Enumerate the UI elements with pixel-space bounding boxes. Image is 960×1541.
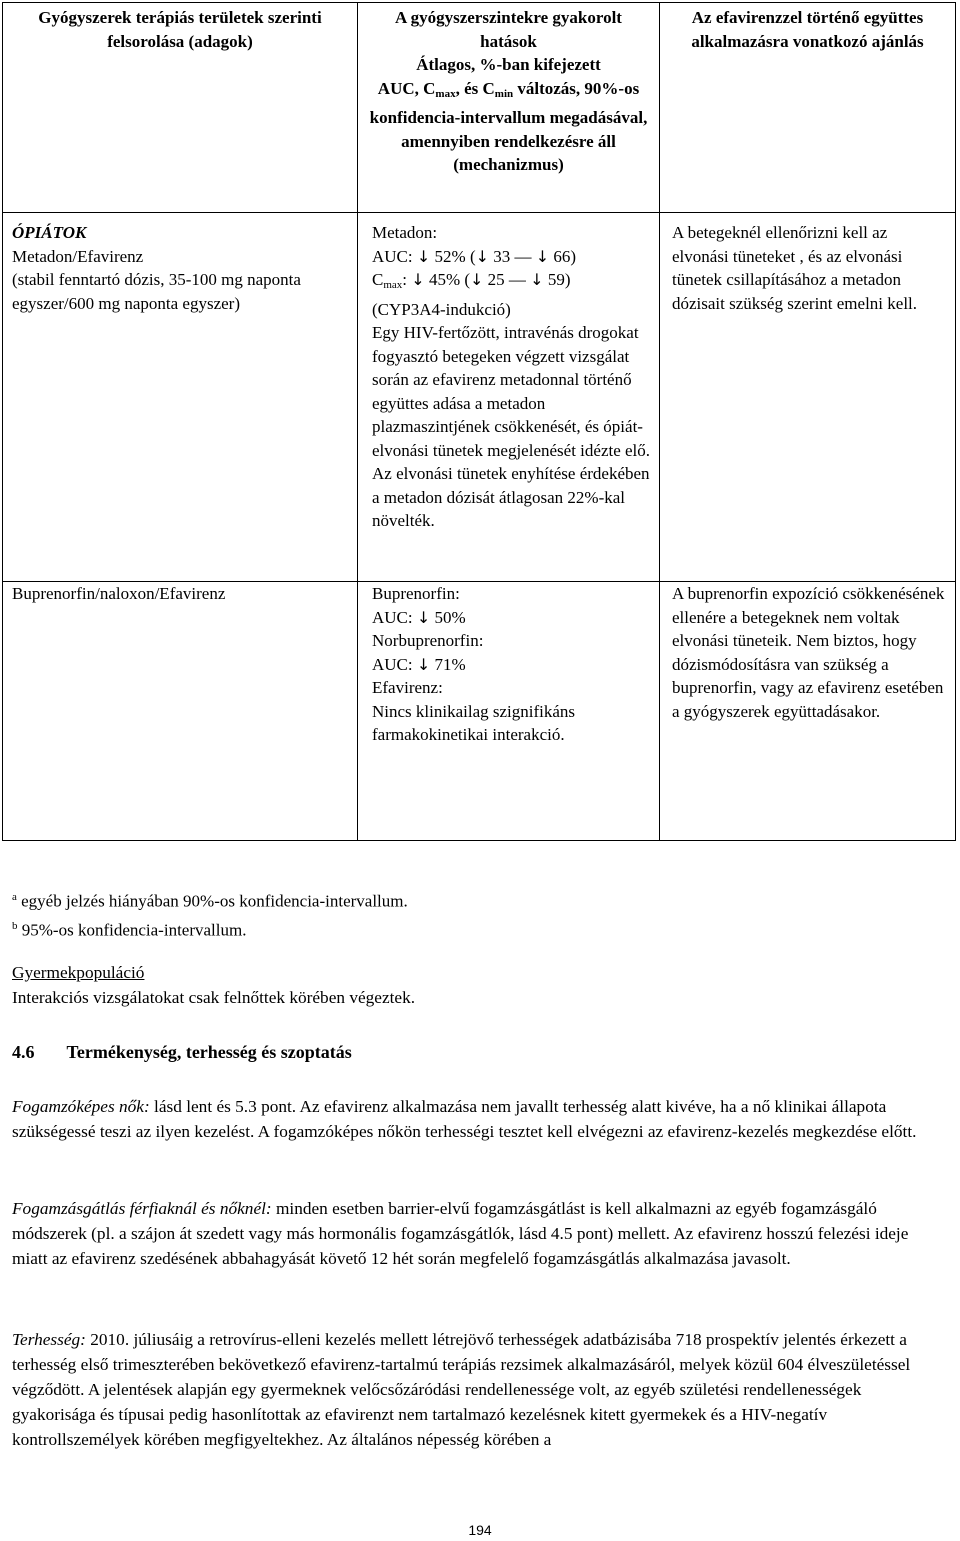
header-cmin-sub: min bbox=[494, 87, 514, 100]
paragraph-contraception bbox=[12, 1196, 947, 1271]
paragraph-pregnancy bbox=[12, 1327, 947, 1452]
footnote-mark: a bbox=[12, 891, 17, 903]
cmax-ci-low: 25 bbox=[487, 270, 505, 289]
table-header-row bbox=[3, 3, 956, 213]
header-effects-line: Átlagos, %-ban kifejezett bbox=[416, 55, 601, 74]
footnote-text: egyéb jelzés hiányában 90%-os konfidencia-intervallum. bbox=[16, 891, 408, 911]
auc-ci-high: 66) bbox=[553, 246, 577, 266]
table-row bbox=[3, 582, 956, 841]
pediatric-heading: Gyermekpopuláció bbox=[12, 963, 145, 982]
interaction-table bbox=[2, 2, 956, 841]
header-and: , és C bbox=[455, 78, 495, 98]
auc-value: 52% ( bbox=[434, 246, 476, 266]
paragraph-text: lásd lent és 5.3 pont. Az efavirenz alkalmazása nem javallt terhesség alatt kivéve, ha a nő klinikai állapota szükségessé teszi az ilyen kezelést. A fogamzóképes nőkön terhességi tesztet kell elvégezni az efavirenz-kezelés megkezdése előtt. bbox=[12, 1097, 917, 1141]
pediatric-section bbox=[12, 960, 947, 1010]
drug-dose: (stabil fenntartó dózis, 35-100 mg naponta egyszer/600 mg naponta egyszer) bbox=[12, 270, 301, 313]
arrow-down-icon: ↓ bbox=[416, 607, 431, 627]
arrow-down-icon: ↓ bbox=[411, 270, 425, 289]
table-row bbox=[3, 213, 956, 582]
footnote-mark: b bbox=[12, 919, 18, 932]
recommendation-text: A buprenorfin expozíció csökkenésének ellenére a betegeknek nem voltak elvonási tüneteik. Nem biztos, hogy dózismódosításra van szükség a buprenorfin, vagy az efavirenz esetében a gyógyszerek együttadásakor. bbox=[672, 584, 945, 721]
footnote-b bbox=[12, 914, 408, 943]
arrow-down-icon: ↓ bbox=[535, 246, 550, 266]
arrow-down-icon: ↓ bbox=[530, 270, 544, 289]
arrow-down-icon: ↓ bbox=[475, 246, 490, 266]
paragraph-label: Fogamzásgátlás férfiaknál és nőknél: bbox=[12, 1199, 272, 1218]
recommendation-cell bbox=[660, 582, 956, 841]
header-effects-rest: változás, 90%-os konfidencia-intervallum megadásával, amennyiben rendelkezésre áll (mechanizmus) bbox=[369, 78, 648, 174]
cmax-ci-high: 59) bbox=[547, 270, 571, 289]
section-number: 4.6 bbox=[12, 1042, 35, 1062]
auc-line bbox=[372, 606, 653, 630]
drug-name: Metadon/Efavirenz bbox=[12, 246, 144, 266]
section-title-text: Termékenység, terhesség és szoptatás bbox=[66, 1042, 352, 1062]
paragraph-label: Terhesség: bbox=[12, 1330, 86, 1349]
effect-description: Egy HIV-fertőzött, intravénás drogokat fogyasztó betegeken végzett vizsgálat során az efavirenz metadonnal történő együttes adása a metadon plazmaszintjének csökkenését, és ópiát-elvonási tünetek megjelenését idézte elő. Az elvonási tünetek enyhítése érdekében a metadon dózisát átlagosan 22%-kal növelték. bbox=[372, 323, 651, 530]
header-cmax-sub: max bbox=[435, 87, 456, 100]
header-recommendation: Az efavirenzzel történő együttes alkalmazásra vonatkozó ajánlás bbox=[660, 3, 956, 213]
auc-line bbox=[372, 653, 653, 677]
pediatric-text: Interakciós vizsgálatokat csak felnőttek körében végeztek. bbox=[12, 988, 416, 1007]
cmax-label: C bbox=[372, 270, 384, 289]
header-effects bbox=[358, 3, 660, 213]
drug-cell bbox=[3, 582, 358, 841]
paragraph-text: 2010. júliusáig a retrovírus-elleni kezelés mellett létrejövő terhességek adatbázisába 718 prospektív jelentés érkezett a terhesség első trimeszterében bekövetkező efavirenz-tartalmú terápiás rezsimek alkalmazásáról, melyek közül 604 élveszületéssel végződött. A jelentések alapján egy gyermeknek velőcsőzáródási rendellenessége volt, az egyéb születési rendellenességek gyakorisága és típusai pedig hasonlítottak az efavirenzt nem tartalmazó kezelésnek kitett gyermekek és a HIV-negatív kontrollszemélyek körében megfigyeltekhez. Az általános népesség körében a bbox=[12, 1330, 911, 1449]
drug-cell bbox=[3, 213, 358, 582]
effect-description: Nincs klinikailag szignifikáns farmakokinetikai interakció. bbox=[372, 701, 576, 744]
section-heading bbox=[12, 1040, 947, 1065]
section-title bbox=[12, 1040, 947, 1065]
paragraph-text: minden esetben barrier-elvű fogamzásgátlást is kell alkalmazni az egyéb fogamzásgáló módszerek (pl. a szájon át szedett vagy más hormonális fogamzásgátlók, lásd 4.5 pont) mellett. Az efavirenz hosszú felezési ideje miatt az efavirenz szedésének abbahagyását követő 12 hét során megfelelő fogamzásgátlás alkalmazása javasolt. bbox=[12, 1199, 909, 1268]
recommendation-text: A betegeknél ellenőrizni kell az elvonási tüneteket , és az elvonási tünetek csillapításához a metadon dózisait szükség szerint emelni kell. bbox=[672, 223, 918, 313]
footnote-a bbox=[12, 885, 408, 914]
auc-line: AUC: ↓ 52% (↓ 33 — ↓ 66) bbox=[372, 246, 577, 266]
effect-title: Buprenorfin: bbox=[372, 584, 460, 603]
arrow-down-icon: ↓ bbox=[416, 654, 431, 674]
mechanism: (CYP3A4-indukció) bbox=[372, 299, 511, 319]
header-effects-line: A gyógyszerszintekre gyakorolt hatások bbox=[395, 8, 622, 51]
auc-label: AUC: bbox=[372, 607, 417, 627]
auc-ci-low: 33 bbox=[493, 246, 511, 266]
auc-label: AUC: bbox=[372, 246, 413, 266]
paragraph-fertile-women bbox=[12, 1094, 947, 1144]
effect-title: Norbuprenorfin: bbox=[372, 631, 484, 650]
paragraph-label: Fogamzóképes nők: bbox=[12, 1097, 150, 1116]
drug-name: Buprenorfin/naloxon/Efavirenz bbox=[12, 584, 226, 603]
footnote-text: 95%-os konfidencia-intervallum. bbox=[17, 920, 247, 940]
header-effects-auc: AUC, C bbox=[377, 78, 436, 98]
cmax-sub: max bbox=[383, 279, 403, 291]
auc-label: AUC: bbox=[372, 654, 417, 674]
header-drugs: Gyógyszerek terápiás területek szerinti felsorolása (adagok) bbox=[3, 3, 358, 213]
auc-value: 50% bbox=[434, 607, 466, 627]
effect-cell bbox=[358, 213, 660, 582]
cmax-value: 45% ( bbox=[428, 270, 471, 289]
cmax-line: $C_{max}$: ↓ 45% (↓ 25 — ↓ 59) bbox=[372, 270, 571, 291]
effect-title: Metadon: bbox=[372, 223, 438, 242]
recommendation-cell bbox=[660, 213, 956, 582]
footnotes bbox=[12, 885, 408, 942]
auc-value: 71% bbox=[434, 654, 466, 674]
effect-title: Efavirenz: bbox=[372, 678, 443, 697]
effect-cell bbox=[358, 582, 660, 841]
page-number: 194 bbox=[468, 1522, 492, 1538]
arrow-down-icon: ↓ bbox=[470, 270, 484, 289]
cmax-colon: : bbox=[402, 270, 412, 289]
arrow-down-icon: ↓ bbox=[416, 246, 431, 266]
drug-group-label: ÓPIÁTOK bbox=[12, 223, 87, 242]
